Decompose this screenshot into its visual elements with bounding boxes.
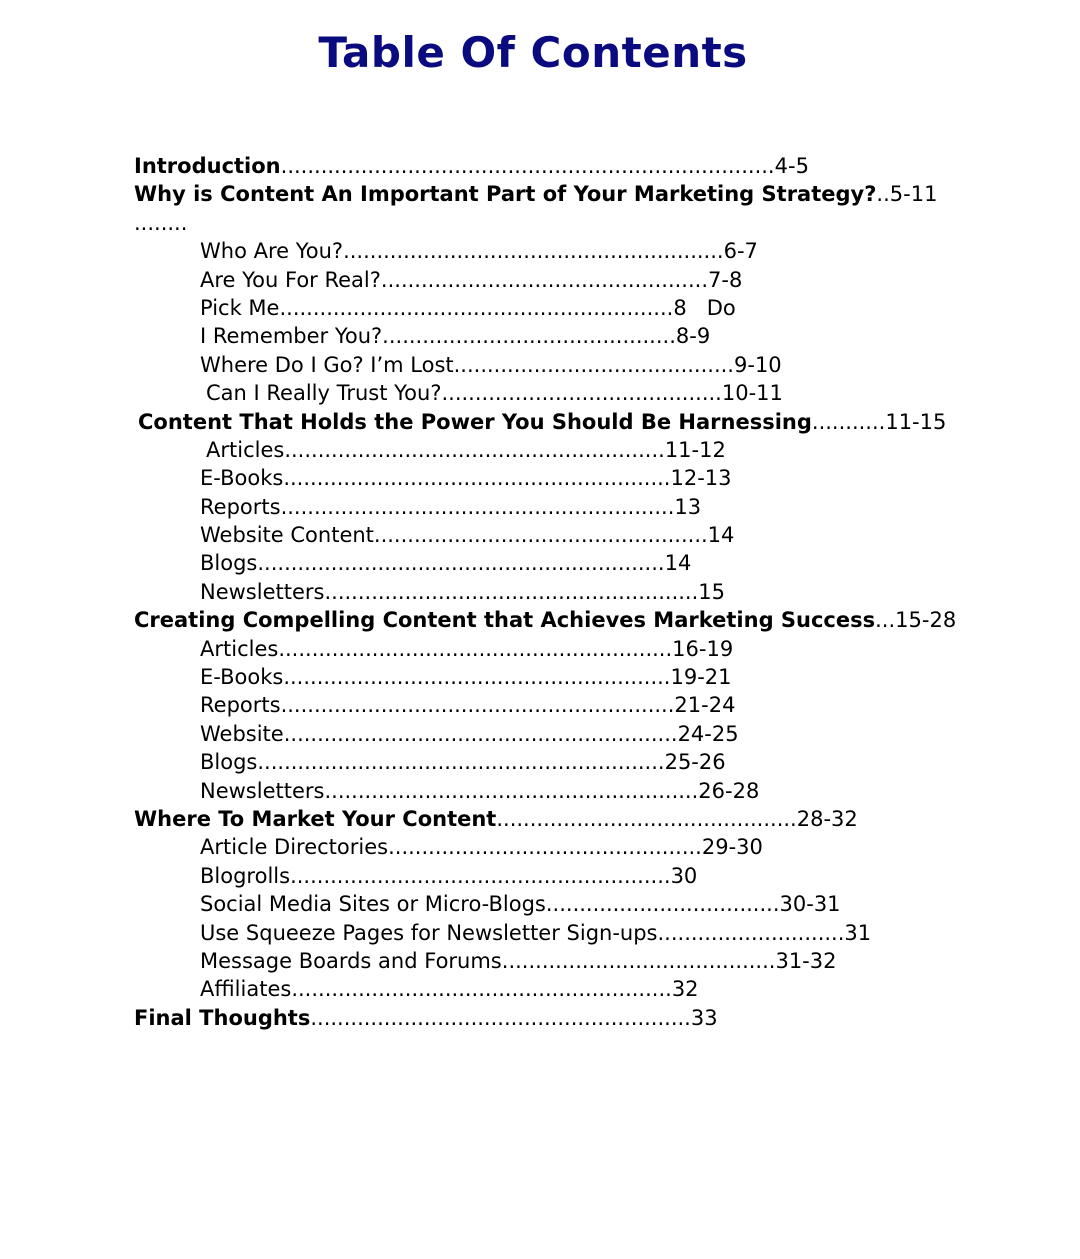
toc-subsection-entry — [134, 947, 964, 975]
toc-subsection-entry — [134, 975, 964, 1003]
toc-entry-page-number: 16-19 — [672, 636, 734, 661]
toc-subsection-entry — [134, 464, 964, 492]
toc-entry-title: Website Content — [200, 523, 374, 548]
toc-entry-leader-dots: ... — [875, 608, 896, 633]
toc-subsection-entry — [134, 691, 964, 719]
toc-subsection-entry — [134, 890, 964, 918]
toc-subsection-entry — [134, 862, 964, 890]
toc-subsection-entry — [134, 578, 964, 606]
toc-entry-page-number: 8-9 — [675, 324, 711, 349]
toc-entry-leader-dots: ........................................................ — [324, 579, 699, 604]
toc-entry-page-number: 28-32 — [796, 806, 858, 831]
toc-entry-title: Website — [200, 721, 284, 746]
toc-entry-leader-dots: ......................................................... — [284, 437, 665, 462]
toc-subsection-entry — [134, 635, 964, 663]
toc-section-entry — [134, 209, 964, 237]
toc-entry-title: Use Squeeze Pages for Newsletter Sign-ups — [200, 920, 658, 945]
toc-subsection-entry — [134, 748, 964, 776]
toc-entry-page-number: 10-11 — [721, 381, 783, 406]
toc-entry-page-number: 5-11 — [889, 182, 938, 207]
toc-entry-page-number: 15-28 — [895, 608, 957, 633]
toc-entry-title: Are You For Real? — [200, 267, 381, 292]
toc-entry-leader-dots: ........................................................... — [283, 721, 678, 746]
toc-entry-page-number: 25-26 — [664, 750, 726, 775]
toc-entry-leader-dots: ........................................................... — [280, 693, 675, 718]
toc-subsection-entry — [134, 237, 964, 265]
toc-entry-page-number: 32 — [671, 977, 699, 1002]
table-of-contents — [134, 152, 964, 1032]
toc-section-entry — [134, 606, 964, 634]
toc-entry-leader-dots: .......................................................................... — [280, 154, 775, 178]
toc-entry-page-number: 31-32 — [775, 948, 837, 973]
toc-entry-title: Where To Market Your Content — [134, 806, 497, 831]
toc-entry-title: Where Do I Go? I’m Lost — [200, 352, 454, 377]
toc-entry-title: I Remember You? — [200, 324, 383, 349]
toc-entry-title: Introduction — [134, 154, 281, 178]
toc-entry-page-number: 12-13 — [670, 466, 732, 491]
toc-entry-page-number: 29-30 — [701, 835, 763, 860]
toc-entry-title: Content That Holds the Power You Should Be Harnessing — [138, 409, 812, 434]
toc-entry-title: Blogs — [200, 551, 258, 576]
toc-entry-leader-dots: ................................... — [545, 892, 780, 917]
toc-entry-title: Final Thoughts — [134, 1005, 311, 1030]
toc-subsection-entry — [134, 351, 964, 379]
toc-subsection-entry — [134, 549, 964, 577]
toc-entry-title: Blogrolls — [200, 863, 291, 888]
toc-entry-title: E-Books — [200, 665, 284, 690]
toc-entry-leader-dots: ......................................................... — [343, 239, 724, 264]
toc-subsection-entry — [134, 379, 964, 407]
toc-entry-page-number: 19-21 — [670, 665, 732, 690]
toc-subsection-entry — [134, 777, 964, 805]
toc-entry-leader-dots: ......................................................... — [291, 977, 672, 1002]
toc-entry-page-number: 14 — [707, 523, 735, 548]
toc-entry-page-number: 26-28 — [698, 778, 760, 803]
toc-entry-leader-dots: ............................................. — [496, 806, 797, 831]
toc-entry-page-number: 6-7 — [723, 239, 758, 264]
toc-entry-page-number: 13 — [674, 494, 702, 519]
toc-subsection-entry — [134, 663, 964, 691]
toc-entry-page-number: 14 — [664, 551, 692, 576]
toc-subsection-entry — [134, 919, 964, 947]
toc-entry-leader-dots: ......................................................... — [310, 1005, 691, 1030]
toc-entry-page-number: 8 Do — [673, 295, 736, 320]
toc-entry-title: Newsletters — [200, 579, 325, 604]
toc-entry-title: Why is Content An Important Part of Your Marketing Strategy? — [134, 182, 877, 207]
toc-entry-title: Blogs — [200, 750, 258, 775]
toc-entry-page-number: 7-8 — [708, 267, 743, 292]
toc-entry-leader-dots: .......................................... — [441, 381, 722, 406]
toc-entry-page-number: 21-24 — [674, 693, 736, 718]
toc-subsection-entry — [134, 322, 964, 350]
toc-entry-leader-dots: ......................................... — [501, 948, 776, 973]
toc-entry-title: Article Directories — [200, 835, 389, 860]
toc-entry-title: Who Are You? — [200, 239, 344, 264]
toc-entry-leader-dots: ........................................................... — [279, 295, 674, 320]
toc-subsection-entry — [134, 294, 964, 322]
toc-section-entry — [134, 152, 964, 180]
toc-section-entry — [134, 1004, 964, 1032]
toc-entry-page-number: 11-15 — [885, 409, 947, 434]
toc-subsection-entry — [134, 720, 964, 748]
toc-entry-leader-dots: .. — [876, 182, 890, 207]
toc-entry-title: E-Books — [200, 466, 284, 491]
toc-entry-leader-dots: ............................ — [657, 920, 845, 945]
toc-subsection-entry — [134, 436, 964, 464]
toc-subsection-entry — [134, 521, 964, 549]
page-title: Table Of Contents — [318, 28, 748, 77]
toc-entry-page-number: 11-12 — [664, 437, 726, 462]
toc-subsection-entry — [134, 493, 964, 521]
toc-entry-leader-dots: ........................................................... — [278, 636, 673, 661]
toc-entry-title: Creating Compelling Content that Achieves Marketing Success — [134, 608, 876, 633]
toc-entry-page-number: 24-25 — [677, 721, 739, 746]
toc-entry-leader-dots: ........................................................... — [280, 494, 675, 519]
toc-entry-title: Affiliates — [200, 977, 292, 1002]
toc-section-entry — [134, 180, 964, 208]
toc-entry-leader-dots: ........... — [811, 409, 886, 434]
toc-entry-leader-dots: ................................................. — [380, 267, 709, 292]
toc-entry-leader-dots: ............................................ — [382, 324, 676, 349]
toc-entry-page-number: 15 — [698, 579, 726, 604]
toc-section-entry — [134, 805, 964, 833]
toc-entry-leader-dots: .......................................................... — [283, 665, 671, 690]
toc-entry-leader-dots: ........ — [134, 210, 188, 235]
toc-entry-leader-dots: .................................................. — [373, 523, 708, 548]
toc-entry-page-number: 33 — [690, 1005, 718, 1030]
toc-subsection-entry — [134, 266, 964, 294]
toc-entry-page-number: 30 — [670, 863, 698, 888]
toc-entry-leader-dots: ............................................................. — [257, 551, 665, 576]
toc-entry-title: Message Boards and Forums — [200, 948, 502, 973]
toc-entry-leader-dots: ............................................... — [388, 835, 702, 860]
toc-entry-page-number: 9-10 — [734, 352, 782, 377]
toc-entry-title: Reports — [200, 494, 281, 519]
toc-entry-title: Articles — [200, 636, 279, 661]
toc-subsection-entry — [134, 833, 964, 861]
toc-entry-leader-dots: .......................................................... — [283, 466, 671, 491]
toc-entry-page-number: 31 — [844, 920, 872, 945]
toc-entry-leader-dots: ........................................................ — [324, 778, 699, 803]
toc-entry-title: Reports — [200, 693, 281, 718]
toc-entry-leader-dots: ......................................................... — [290, 863, 671, 888]
toc-entry-title: Can I Really Trust You? — [206, 381, 442, 406]
toc-entry-page-number: 30-31 — [779, 892, 841, 917]
toc-section-entry — [134, 408, 964, 436]
toc-entry-title: Newsletters — [200, 778, 325, 803]
toc-entry-title: Pick Me — [200, 295, 280, 320]
toc-entry-title: Articles — [206, 437, 285, 462]
toc-entry-title: Social Media Sites or Micro-Blogs — [200, 892, 546, 917]
toc-entry-leader-dots: .......................................... — [453, 352, 734, 377]
toc-entry-page-number: 4-5 — [774, 154, 809, 178]
toc-entry-leader-dots: ............................................................. — [257, 750, 665, 775]
